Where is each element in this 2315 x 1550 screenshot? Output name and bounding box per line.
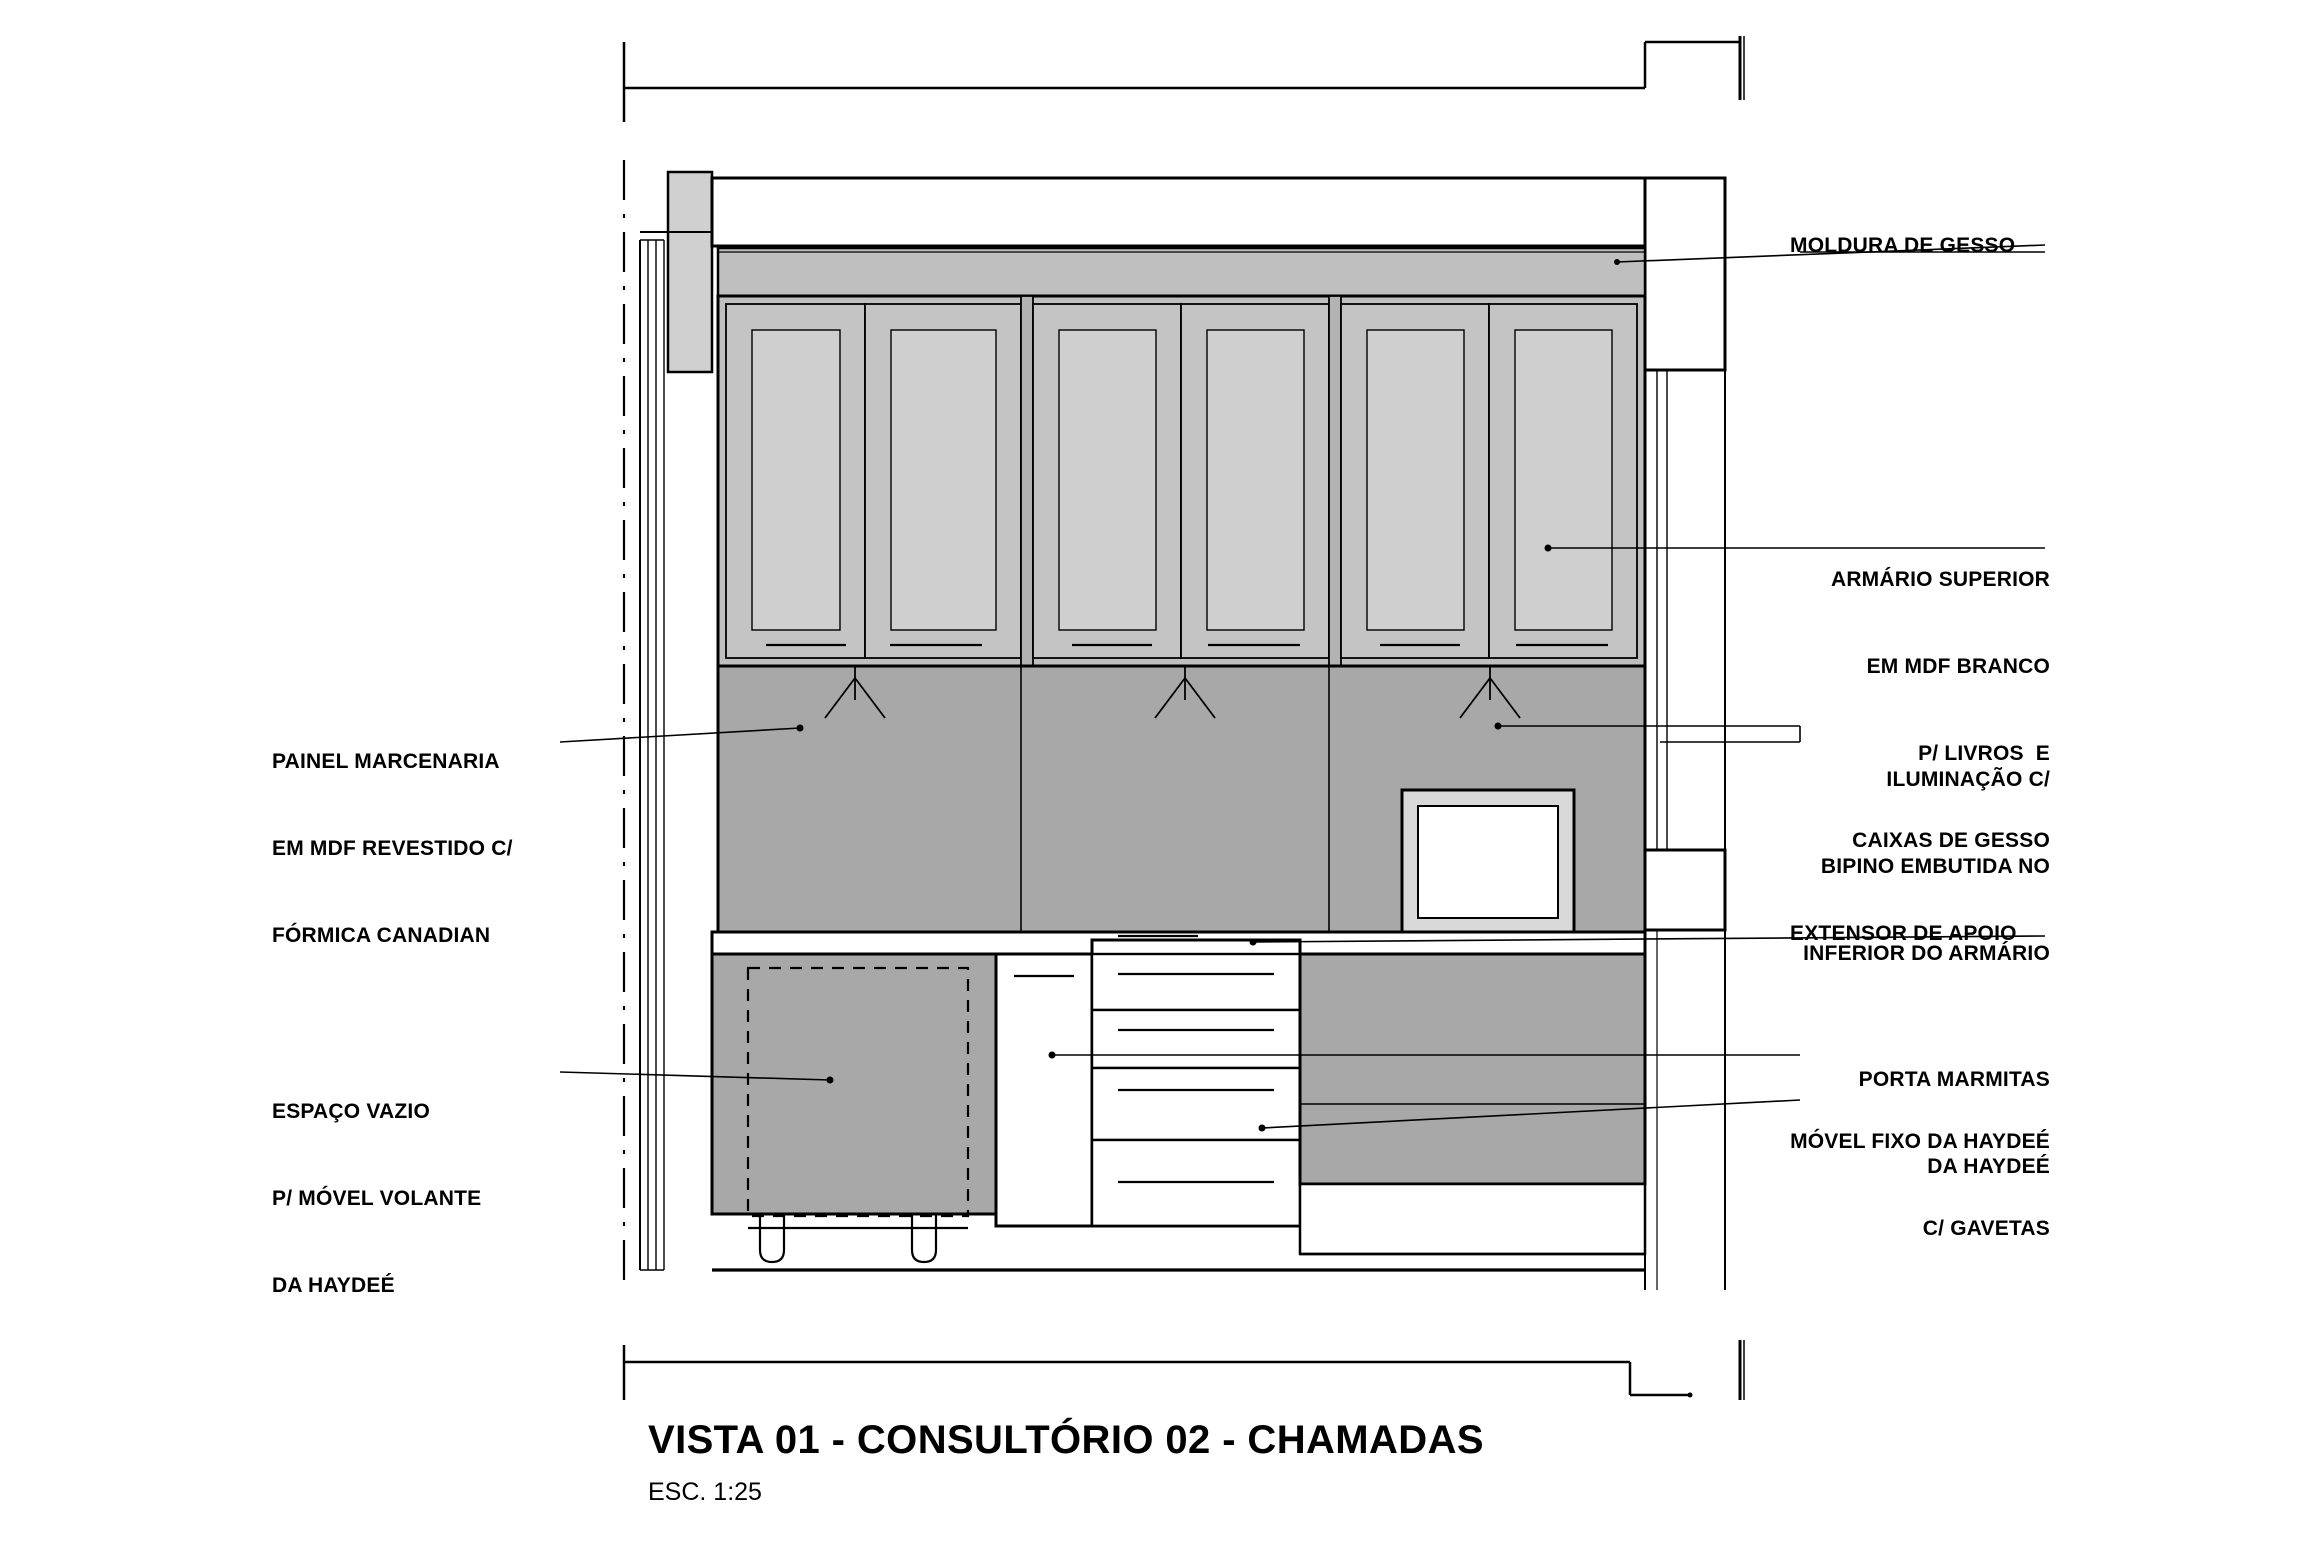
annotation-movel-fixo-line2: C/ GAVETAS — [1922, 1216, 2050, 1240]
annotation-painel-marcenaria — [272, 690, 652, 1009]
annotation-espaco-vazio-line1: ESPAÇO VAZIO — [272, 1099, 430, 1123]
lower-cabinetry — [712, 936, 1645, 1270]
bottom-dimension-line — [624, 1340, 1744, 1400]
annotation-iluminacao-line3: INFERIOR DO ARMÁRIO — [1803, 941, 2050, 965]
annotation-movel-fixo-line1: MÓVEL FIXO DA HAYDEÉ — [1790, 1129, 2050, 1153]
drawing-title: VISTA 01 - CONSULTÓRIO 02 - CHAMADAS — [648, 1418, 1484, 1462]
annotation-iluminacao — [1600, 708, 2050, 1027]
gypsum-moulding — [712, 178, 1645, 296]
annotation-armario-superior-line3: P/ LIVROS E — [1918, 741, 2050, 765]
rolling-unit-casters — [748, 1214, 968, 1262]
annotation-porta-marmitas-line1: PORTA MARMITAS — [1858, 1067, 2050, 1091]
annotation-porta-marmitas-line2: DA HAYDEÉ — [1927, 1154, 2050, 1178]
annotation-movel-fixo — [1600, 1070, 2050, 1302]
annotation-armario-superior-line4: CAIXAS DE GESSO — [1852, 828, 2050, 852]
annotation-armario-superior-line2: EM MDF BRANCO — [1866, 654, 2050, 678]
annotation-painel-marcenaria-line1: PAINEL MARCENARIA — [272, 749, 500, 773]
annotation-iluminacao-line1: ILUMINAÇÃO C/ — [1886, 767, 2050, 791]
annotation-iluminacao-line2: BIPINO EMBUTIDA NO — [1820, 854, 2050, 878]
annotation-espaco-vazio-line2: P/ MÓVEL VOLANTE — [272, 1186, 482, 1210]
annotation-moldura-de-gesso: MOLDURA DE GESSO — [1790, 234, 2016, 257]
upper-cabinet — [718, 296, 1645, 666]
annotation-extensor-de-apoio: EXTENSOR DE APOIO — [1790, 922, 2017, 945]
back-panel — [718, 666, 1645, 934]
monitor — [1402, 790, 1574, 934]
drawing-scale-note: ESC. 1:25 — [648, 1478, 762, 1506]
annotation-painel-marcenaria-line3: FÓRMICA CANADIAN — [272, 923, 491, 947]
annotation-espaco-vazio-line3: DA HAYDEÉ — [272, 1273, 395, 1297]
top-dimension-line — [624, 36, 1744, 122]
annotation-espaco-vazio — [272, 1040, 652, 1359]
annotation-armario-superior-line1: ARMÁRIO SUPERIOR — [1830, 567, 2050, 591]
annotation-painel-marcenaria-line2: EM MDF REVESTIDO C/ — [272, 836, 513, 860]
